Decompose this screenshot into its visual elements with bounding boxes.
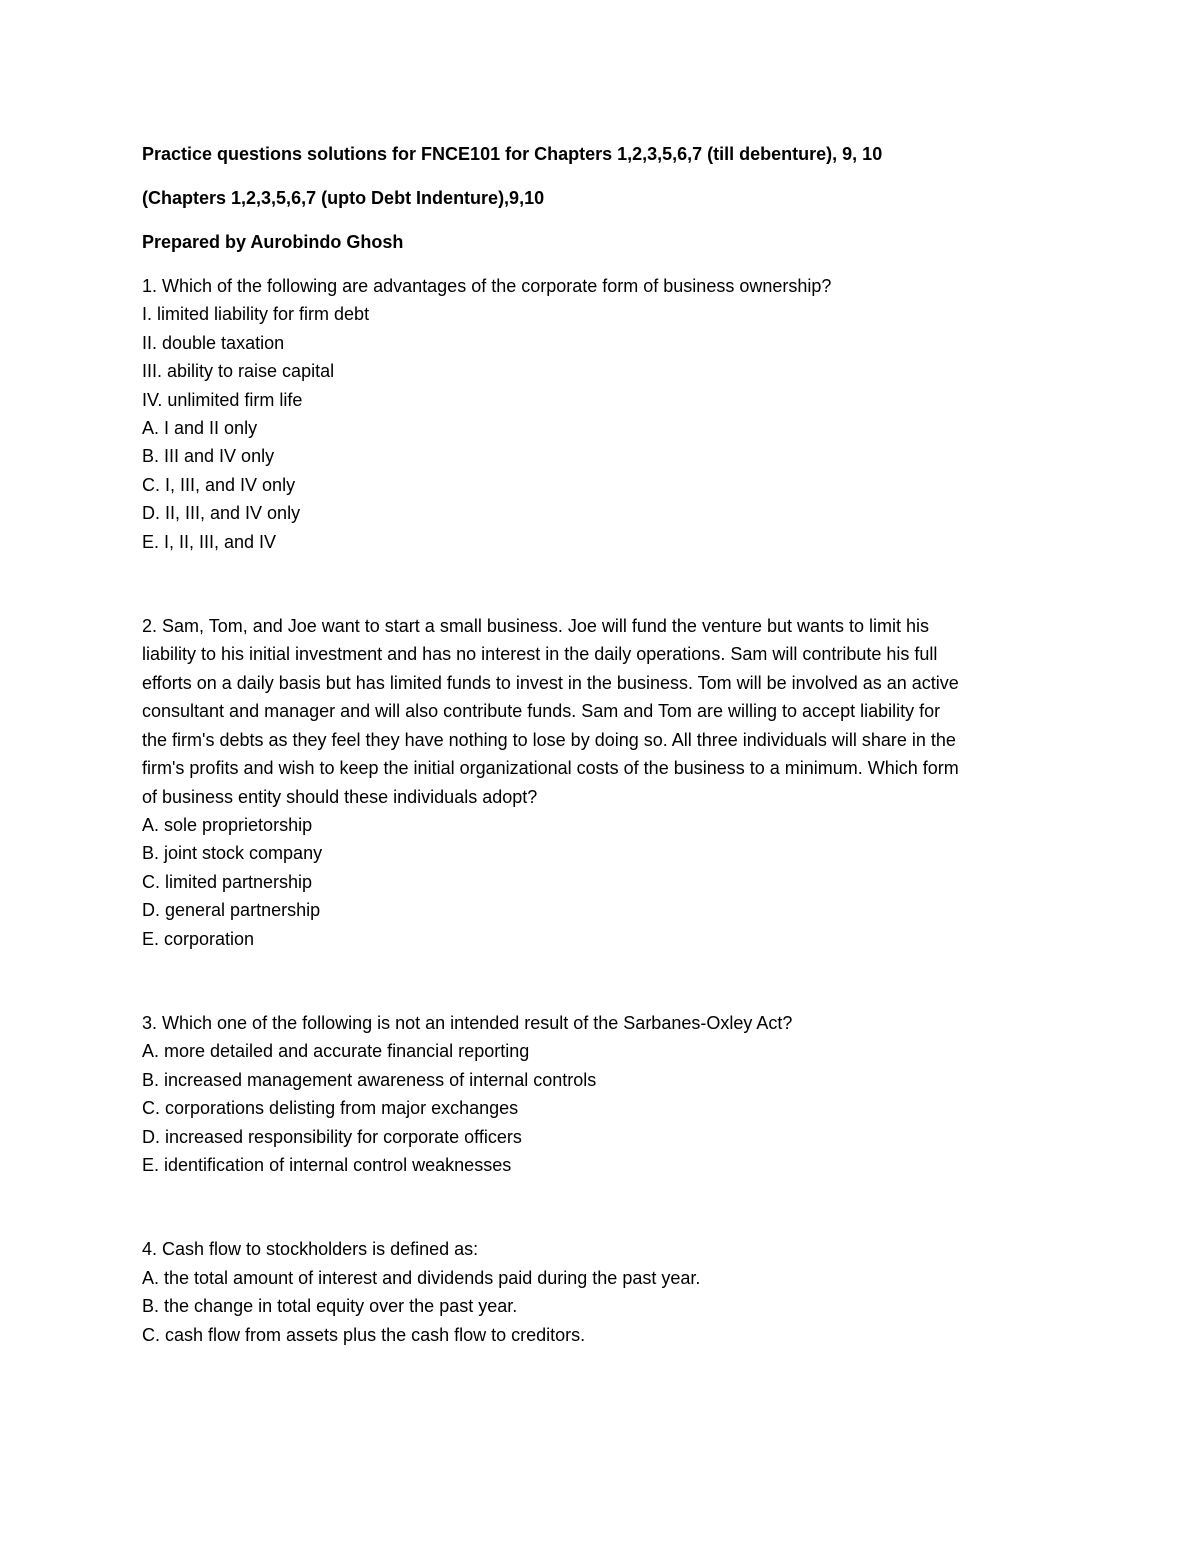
question-1-item-iv: IV. unlimited firm life [142,389,303,410]
question-4 [142,1235,1072,1349]
question-2-stem-line-7: of business entity should these individuals adopt? [142,786,538,807]
question-3-option-b: B. increased management awareness of internal controls [142,1069,597,1090]
question-2-stem-line-5: the firm's debts as they feel they have nothing to lose by doing so. All three individuals will share in the [142,729,956,750]
question-3 [142,1009,1072,1179]
question-2-option-c: C. limited partnership [142,871,313,892]
question-2-stem-line-3: efforts on a daily basis but has limited funds to invest in the business. Tom will be involved as an active [142,672,959,693]
question-2-option-a: A. sole proprietorship [142,814,313,835]
question-2 [142,612,1072,953]
document-body [142,140,1072,1349]
question-1-stem: 1. Which of the following are advantages of the corporate form of business ownership? [142,276,832,296]
question-2-stem-line-1: 2. Sam, Tom, and Joe want to start a small business. Joe will fund the venture but wants to limit his [142,616,930,637]
question-2-option-b: B. joint stock company [142,843,323,864]
spacer [142,1179,1072,1235]
question-4-option-a: A. the total amount of interest and dividends paid during the past year. [142,1267,701,1288]
question-1-item-ii: II. double taxation [142,332,285,353]
question-1-option-b: B. III and IV only [142,446,275,467]
question-1-option-a: A. I and II only [142,418,258,439]
spacer [142,556,1072,612]
question-3-stem: 3. Which one of the following is not an intended result of the Sarbanes-Oxley Act? [142,1012,793,1033]
question-2-stem-line-4: consultant and manager and will also contribute funds. Sam and Tom are willing to accept liability for [142,701,941,722]
document-title: Practice questions solutions for FNCE101 for Chapters 1,2,3,5,6,7 (till debenture), 9, 10 [142,144,883,164]
question-3-option-c: C. corporations delisting from major exchanges [142,1098,519,1119]
document-subtitle: (Chapters 1,2,3,5,6,7 (upto Debt Indenture),9,10 [142,188,545,208]
document-author: Prepared by Aurobindo Ghosh [142,232,404,252]
question-4-stem: 4. Cash flow to stockholders is defined as: [142,1239,479,1260]
question-4-option-c: C. cash flow from assets plus the cash flow to creditors. [142,1324,586,1345]
question-4-option-b: B. the change in total equity over the past year. [142,1296,518,1317]
question-2-stem-line-2: liability to his initial investment and has no interest in the daily operations. Sam will contribute his full [142,644,938,665]
question-3-option-e: E. identification of internal control weaknesses [142,1154,512,1175]
question-3-option-d: D. increased responsibility for corporate officers [142,1126,522,1147]
question-2-option-e: E. corporation [142,928,255,949]
question-1-option-e: E. I, II, III, and IV [142,531,277,552]
spacer [142,953,1072,1009]
question-1-option-c: C. I, III, and IV only [142,474,296,495]
question-2-stem-line-6: firm's profits and wish to keep the initial organizational costs of the business to a minimum. Which form [142,758,959,779]
question-1-item-i: I. limited liability for firm debt [142,304,370,325]
question-2-option-d: D. general partnership [142,900,321,921]
question-1-item-iii: III. ability to raise capital [142,361,335,382]
question-1 [142,272,1072,556]
question-1-option-d: D. II, III, and IV only [142,503,301,524]
question-3-option-a: A. more detailed and accurate financial reporting [142,1041,530,1062]
